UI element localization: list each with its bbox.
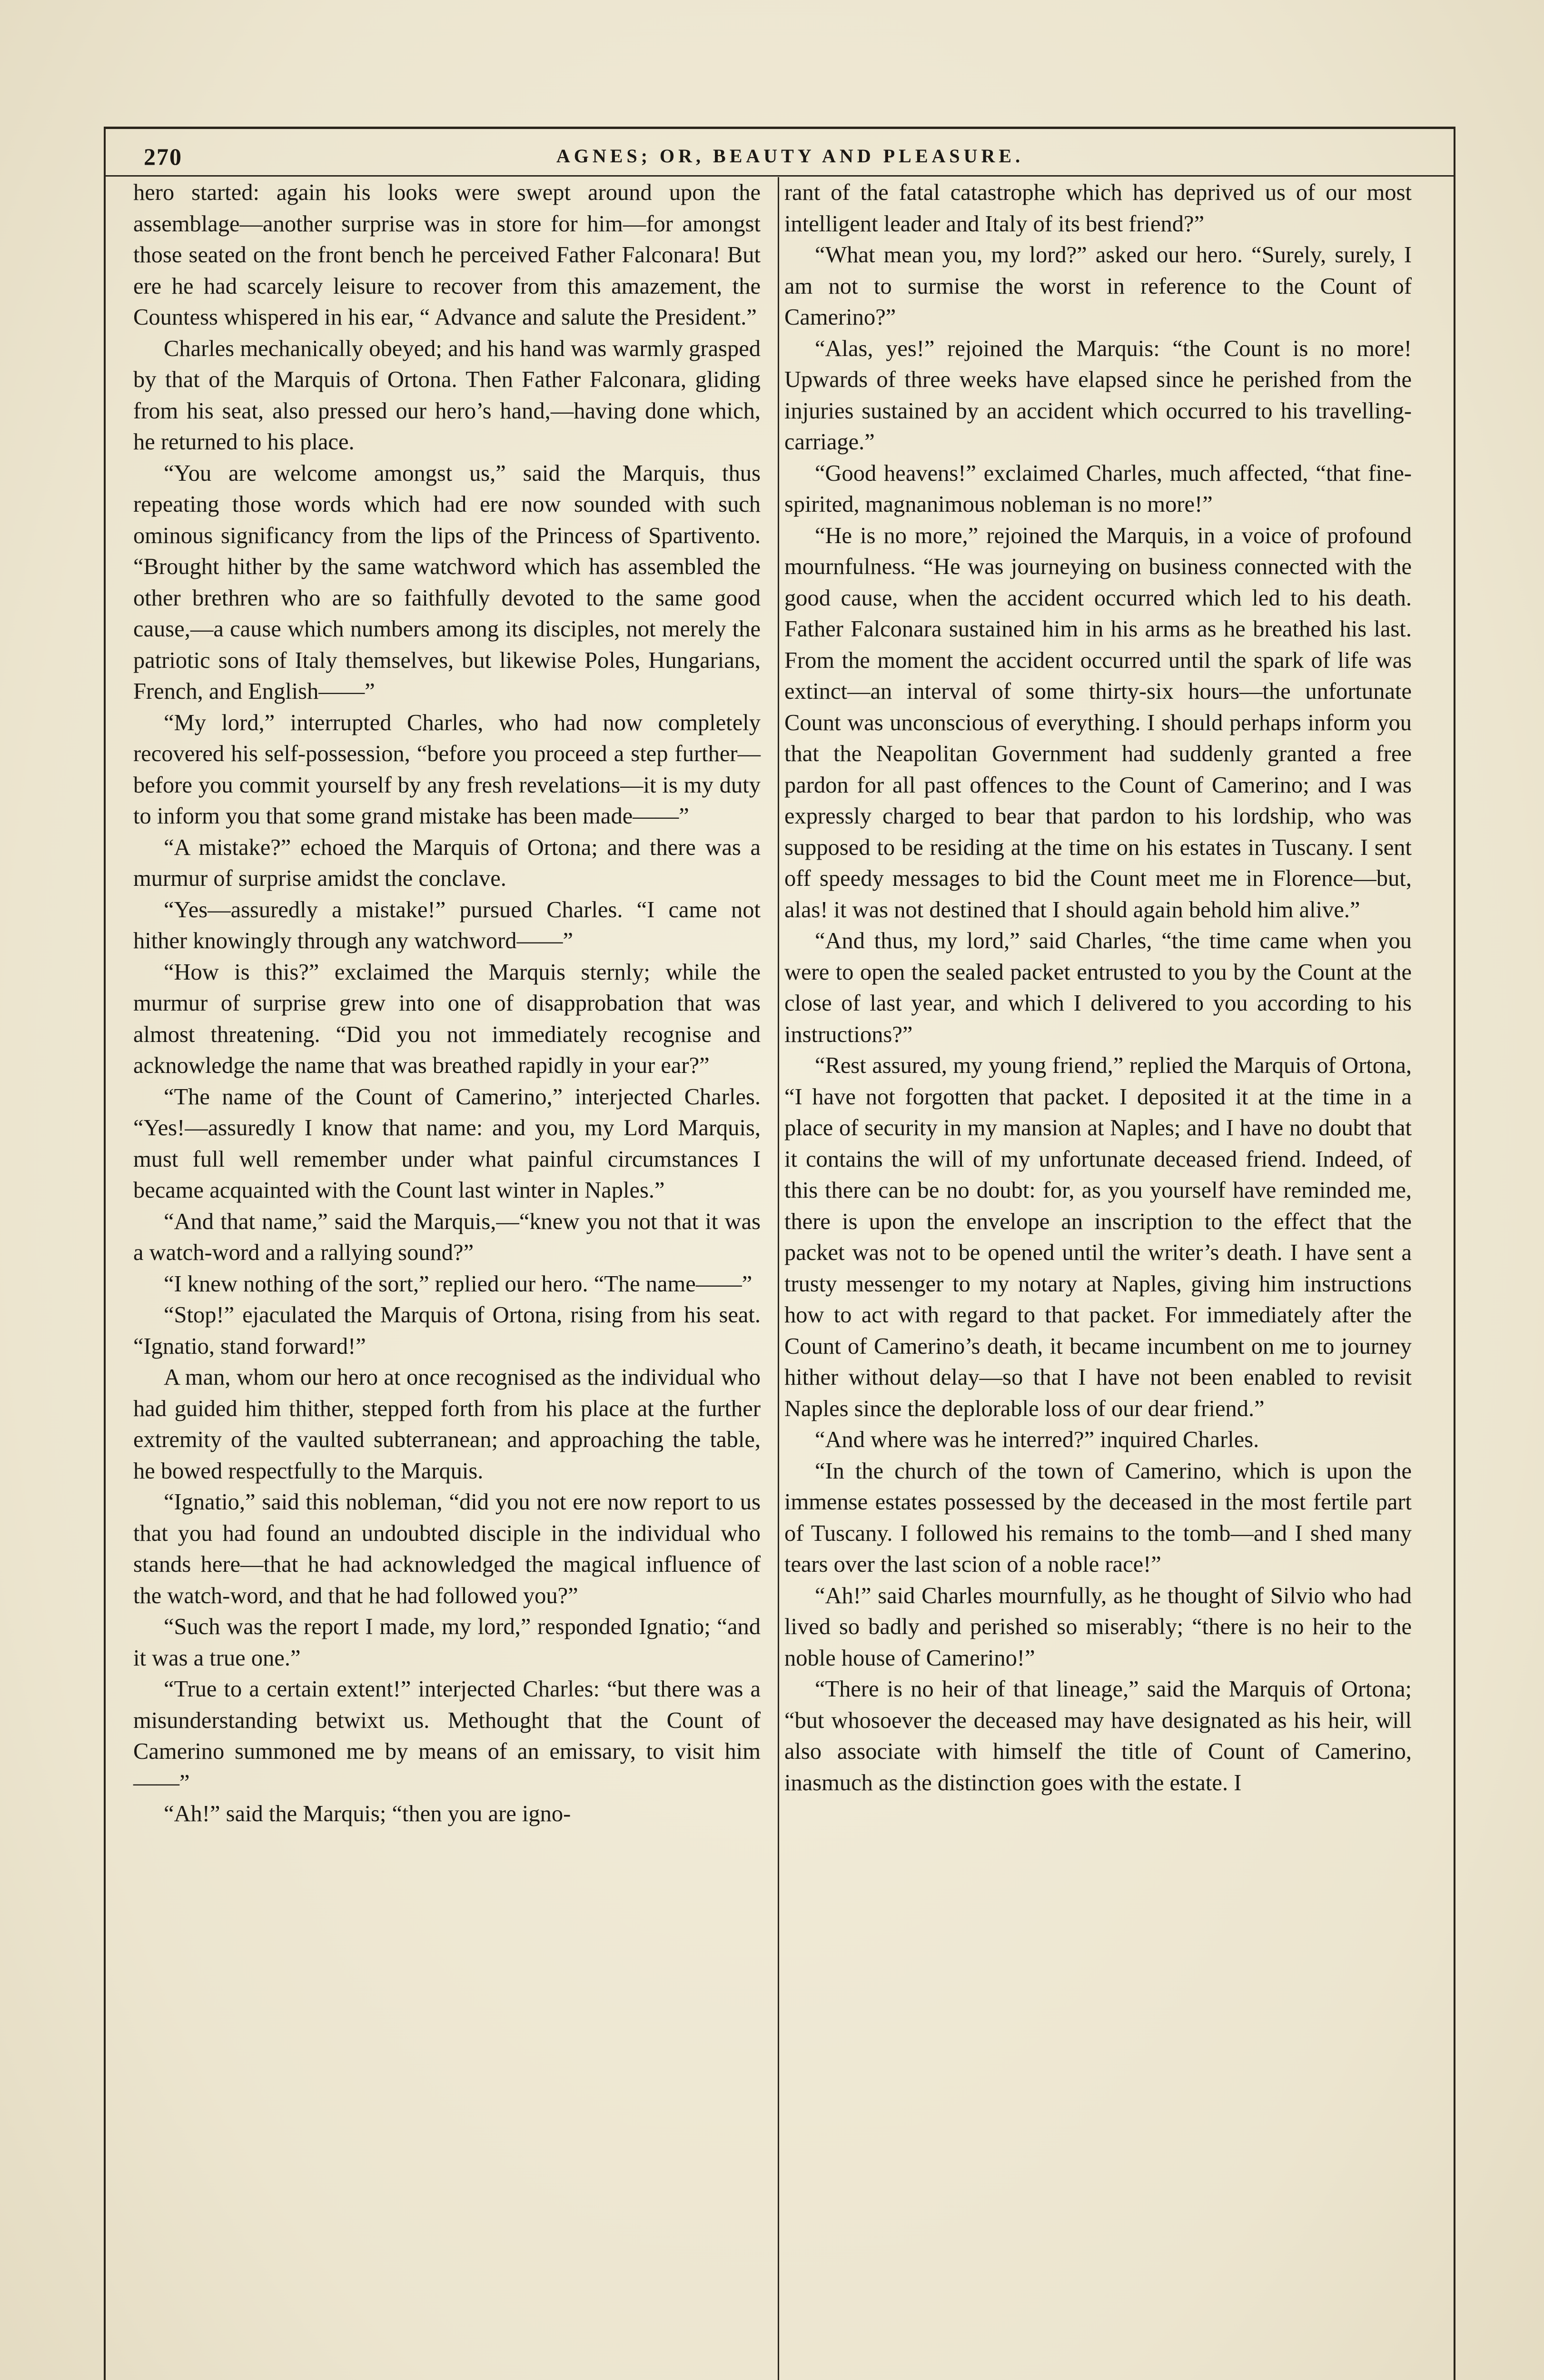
paragraph: “You are welcome amongst us,” said the Marquis, thus repeating those words which had ere now sounded with such ominous significancy from the lips of the Princess of Spartivento. “Brought hither by the same watchword which has assembled the other brethren who are so faithfully devoted to the same good cause,—a cause which numbers among its disciples, not merely the patriotic sons of Italy themselves, but likewise Poles, Hungarians, French, and English——” [133,460,761,704]
paragraph: “How is this?” exclaimed the Marquis sternly; while the murmur of surprise grew into one of disapprobation that was almost threatening. “Did you not immediately recognise and acknowledge the name that was breathed rapidly in your ear?” [133,959,761,1078]
paragraph: “Alas, yes!” rejoined the Marquis: “the Count is no more! Upwards of three weeks have elapsed since he perished from the injuries sustained by an accident which occurred to his travelling-carriage.” [784,336,1412,455]
paragraph: “Rest assured, my young friend,” replied the Marquis of Ortona, “I have not forgotten that packet. I deposited it at the time in a place of security in my mansion at Naples; and I have no doubt that it contains the will of my unfortunate deceased friend. Indeed, of this there can be no doubt: for, as you yourself have reminded me, there is upon the envelope an inscription to the effect that the packet was not to be opened until the writer’s death. I have sent a trusty messenger to my notary at Naples, giving him instructions how to act with regard to that packet. For immediately after the Count of Camerino’s death, it became incumbent on me to journey hither without delay—so that I have not been enabled to revisit Naples since the deplorable loss of our dear friend.” [784,1053,1412,1421]
page-header [124,143,1428,176]
paragraph: A man, whom our hero at once recognised as the individual who had guided him thither, stepped forth from his place at the further extremity of the vaulted subterranean; and approaching the table, he bowed respectfully to the Marquis. [133,1365,761,1484]
right-column [784,177,1412,1798]
page-number: 270 [144,143,182,170]
paragraph: “The name of the Count of Camerino,” interjected Charles. “Yes!—assuredly I know that name: and you, my Lord Marquis, must full well remember under what painful circumstances I became acquainted with the Count last winter in Naples.” [133,1084,761,1203]
paragraph: “Such was the report I made, my lord,” responded Ignatio; “and it was a true one.” [133,1614,761,1671]
paragraph: “In the church of the town of Camerino, which is upon the immense estates possessed by the deceased in the most fertile part of Tuscany. I followed his remains to the tomb—and I shed many tears over the last scion of a noble race!” [784,1458,1412,1577]
paragraph: “What mean you, my lord?” asked our hero. “Surely, surely, I am not to surmise the worst in reference to the Count of Camerino?” [784,242,1412,330]
paragraph: “Stop!” ejaculated the Marquis of Ortona, rising from his seat. “Ignatio, stand forward!” [133,1302,761,1359]
paragraph: hero started: again his looks were swept around upon the assemblage—another surprise was in store for him—for amongst those seated on the front bench he perceived Father Falconara! But ere he had scarcely leisure to recover from this amazement, the Countess whispered in his ear, “ Advance and salute the President.” [133,180,761,330]
column-divider [778,177,779,2380]
paragraph: “My lord,” interrupted Charles, who had now completely recovered his self-possession, “before you proceed a step further—before you commit yourself by any fresh revelations—it is my duty to inform you that some grand mistake has been made——” [133,710,761,829]
paragraph: “A mistake?” echoed the Marquis of Ortona; and there was a murmur of surprise amidst the conclave. [133,834,761,891]
paragraph: “Good heavens!” exclaimed Charles, much affected, “that fine-spirited, magnanimous nobleman is no more!” [784,460,1412,517]
left-column [133,177,761,1830]
paragraph: “True to a certain extent!” interjected Charles: “but there was a misunderstanding betwixt us. Methought that the Count of Camerino summoned me by means of an emissary, to visit him——” [133,1676,761,1795]
paragraph: “Ignatio,” said this nobleman, “did you not ere now report to us that you had found an undoubted disciple in the individual who stands here—that he had acknowledged the magical influence of the watch-word, and that he had followed you?” [133,1489,761,1608]
paragraph: “And that name,” said the Marquis,—“knew you not that it was a watch-word and a rallying sound?” [133,1209,761,1265]
paragraph: “Yes—assuredly a mistake!” pursued Charles. “I came not hither knowingly through any watchword——” [133,897,761,953]
paragraph: Charles mechanically obeyed; and his hand was warmly grasped by that of the Marquis of Ortona. Then Father Falconara, gliding from his seat, also pressed our hero’s hand,—having done which, he returned to his place. [133,336,761,455]
paragraph: rant of the fatal catastrophe which has deprived us of our most intelligent leader and Italy of its best friend?” [784,180,1412,237]
paragraph: “There is no heir of that lineage,” said the Marquis of Ortona; “but whosoever the deceased may have designated as his heir, will also associate with himself the title of Count of Camerino, inasmuch as the distinction goes with the estate. I [784,1676,1412,1795]
running-title: AGNES; OR, BEAUTY AND PLEASURE. [556,145,1024,167]
paragraph: “I knew nothing of the sort,” replied our hero. “The name——” [164,1271,752,1297]
paragraph: “And where was he interred?” inquired Charles. [815,1427,1259,1452]
paragraph: “Ah!” said Charles mournfully, as he thought of Silvio who had lived so badly and perished so miserably; “there is no heir to the noble house of Camerino!” [784,1583,1412,1671]
paragraph: “And thus, my lord,” said Charles, “the time came when you were to open the sealed packet entrusted to you by the Count at the close of last year, and which I delivered to you according to his instructions?” [784,928,1412,1047]
paragraph: “He is no more,” rejoined the Marquis, in a voice of profound mournfulness. “He was journeying on business connected with the good cause, when the accident occurred which led to his death. Father Falconara sustained him in his arms as he breathed his last. From the moment the accident occurred until the spark of life was extinct—an interval of some thirty-six hours—the unfortunate Count was unconscious of everything. I should perhaps inform you that the Neapolitan Government had suddenly granted a free pardon for all past offences to the Count of Camerino; and I was expressly charged to bear that pardon to his lordship, who was supposed to be residing at the time on his estates in Tuscany. I sent off speedy messages to bid the Count meet me in Florence—but, alas! it was not destined that I should again behold him alive.” [784,523,1412,922]
header-rule [104,175,1455,177]
paragraph: “Ah!” said the Marquis; “then you are igno- [164,1801,571,1826]
